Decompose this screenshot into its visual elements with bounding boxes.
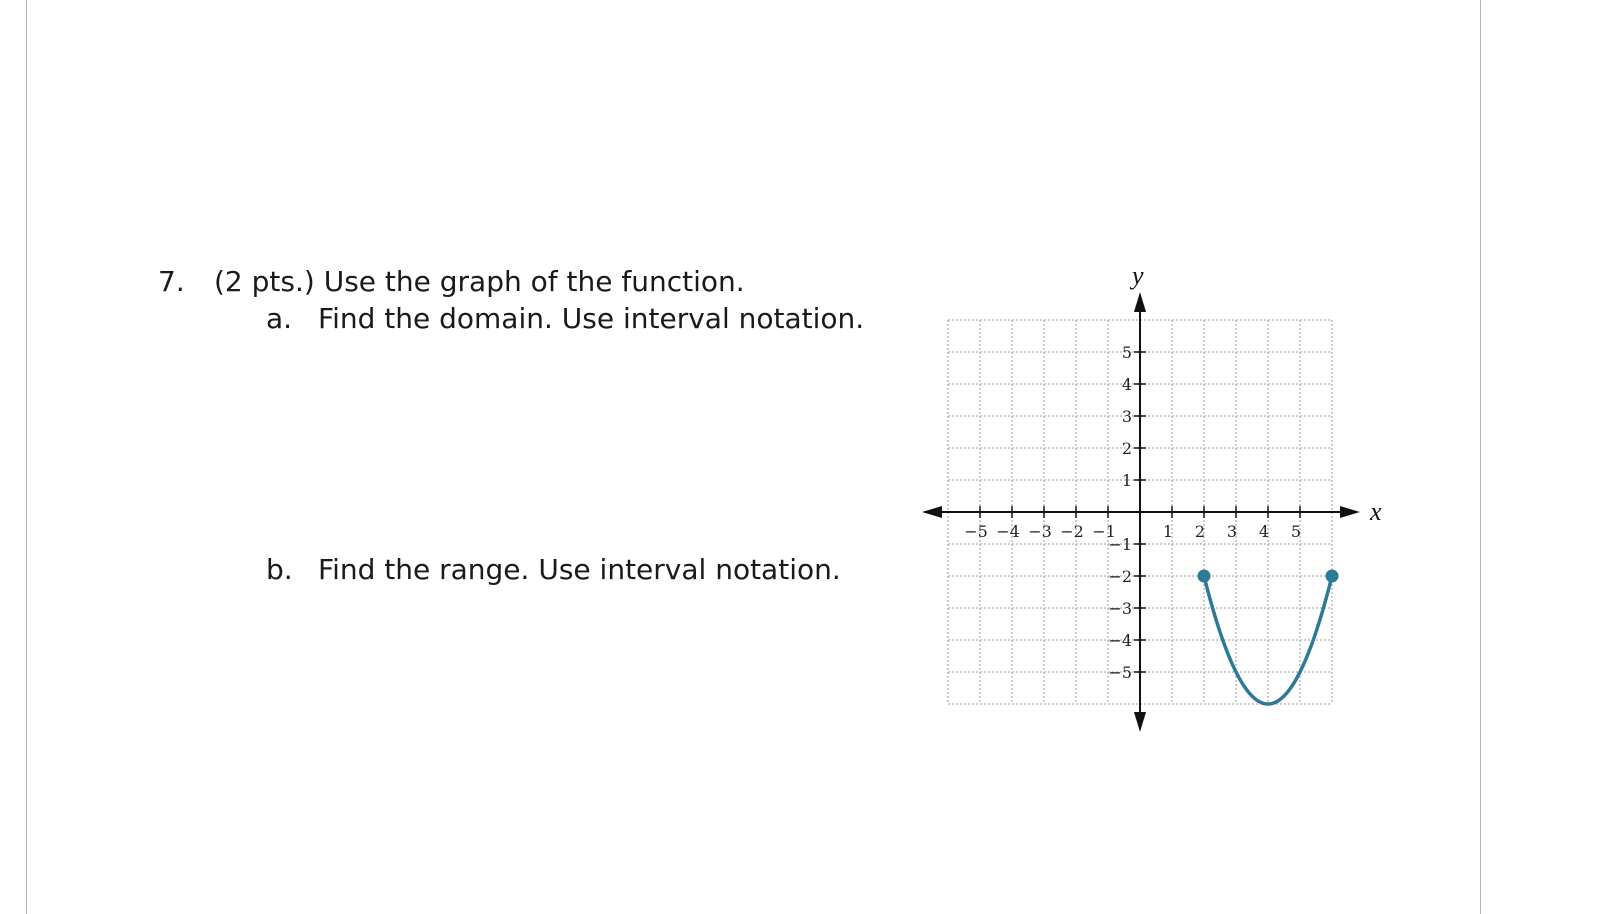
part-b-text: Find the range. Use interval notation. — [318, 553, 841, 586]
question-stem: (2 pts.) Use the graph of the function. — [214, 265, 745, 298]
x-tick-label: 2 — [1194, 522, 1206, 541]
y-axis-label: y — [1132, 261, 1144, 290]
x-axis-arrow-right-icon — [1340, 506, 1360, 518]
closed-endpoint-dot — [1326, 570, 1339, 583]
y-tick-label: 3 — [1121, 407, 1132, 426]
x-axis-arrow-left-icon — [922, 506, 942, 518]
x-tick-label: −5 — [964, 522, 988, 541]
y-tick-label: −2 — [1108, 567, 1132, 586]
x-tick-label: 4 — [1258, 522, 1270, 541]
x-tick-label: −4 — [996, 522, 1020, 541]
x-tick-label: −3 — [1028, 522, 1052, 541]
x-axis-label: x — [1370, 497, 1382, 526]
y-tick-label: 2 — [1121, 439, 1132, 458]
x-tick-label: 1 — [1162, 522, 1174, 541]
part-b-label: b. — [266, 553, 293, 586]
x-tick-label: 5 — [1290, 522, 1302, 541]
x-tick-label: −2 — [1060, 522, 1084, 541]
y-tick-label: 1 — [1121, 471, 1132, 490]
y-axis-arrow-up-icon — [1134, 292, 1146, 312]
x-tick-label: −1 — [1092, 522, 1116, 541]
question-number: 7. — [158, 265, 185, 298]
x-tick-label: 3 — [1226, 522, 1238, 541]
y-tick-label: −3 — [1108, 599, 1132, 618]
y-tick-label: 4 — [1121, 375, 1132, 394]
y-tick-label: −1 — [1108, 535, 1132, 554]
part-a-text: Find the domain. Use interval notation. — [318, 302, 865, 335]
y-axis-arrow-down-icon — [1134, 712, 1146, 732]
y-tick-label: −5 — [1108, 663, 1132, 682]
y-tick-label: −4 — [1108, 631, 1132, 650]
y-tick-label: 5 — [1121, 343, 1132, 362]
part-a-label: a. — [266, 302, 293, 335]
closed-endpoint-dot — [1198, 570, 1211, 583]
axes — [922, 292, 1360, 732]
